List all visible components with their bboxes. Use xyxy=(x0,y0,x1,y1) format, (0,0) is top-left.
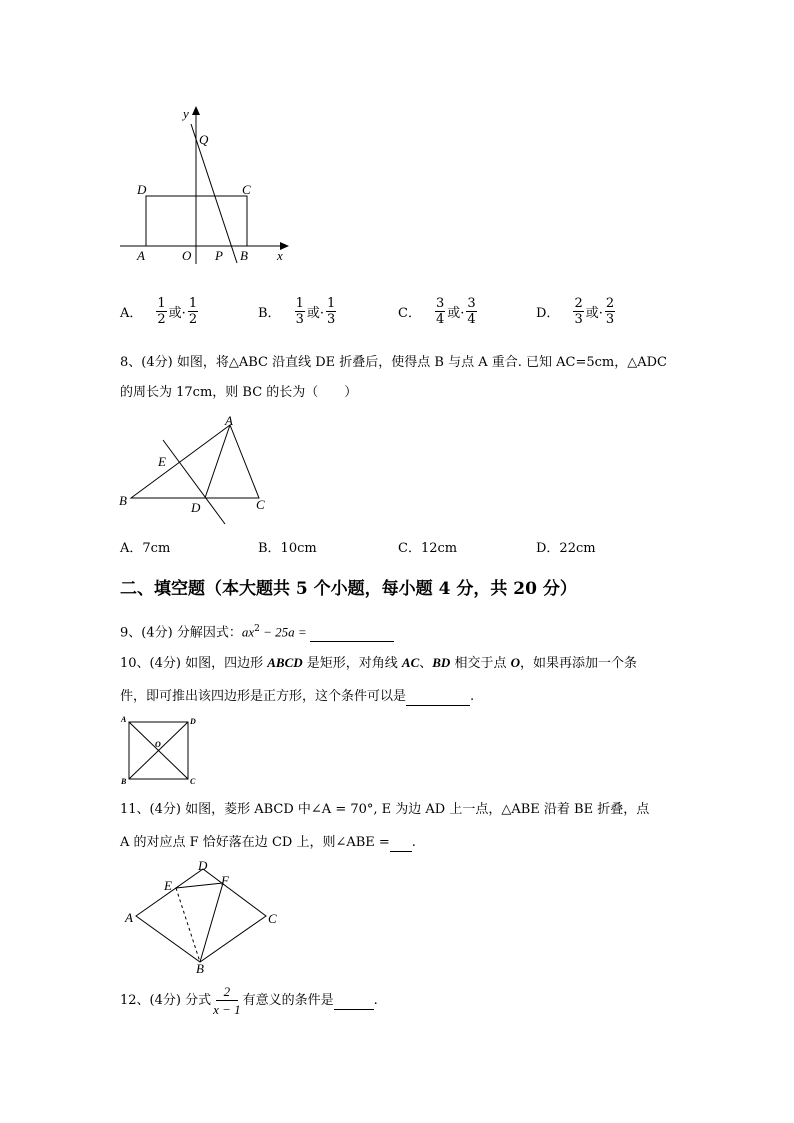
q9-expr-b: − 25a = xyxy=(259,624,310,640)
label-d: D xyxy=(198,858,208,873)
segment-fb xyxy=(200,883,223,962)
triangle-abc xyxy=(131,425,259,498)
line-pq xyxy=(191,124,237,263)
or-text: 或· xyxy=(447,306,465,321)
y-axis-arrow xyxy=(192,106,200,115)
q8-line-1: 8、(4分) 如图，将△ABC 沿直线 DE 折叠后，使得点 B 与点 A 重合. 已知 AC=5cm，△ADC xyxy=(120,355,667,370)
label-o: O xyxy=(155,740,161,749)
q12-line xyxy=(120,983,378,1018)
or-text: 或· xyxy=(585,306,603,321)
q10-ac: AC xyxy=(401,655,420,670)
coordinate-figure xyxy=(115,100,305,270)
q10-period: . xyxy=(470,689,475,704)
segment-ef xyxy=(176,883,223,888)
fraction: $\frac{2}{3}$ xyxy=(605,296,615,327)
label-b: B xyxy=(119,493,127,508)
q11-line-1: 11、(4分) 如图，菱形 ABCD 中∠A = 70°, E 为边 AD 上一点，△ABE 沿着 BE 折叠，点 xyxy=(120,802,650,817)
q7-option-d xyxy=(536,296,617,327)
fraction: $\frac{3}{4}$ xyxy=(467,296,476,327)
label-e: E xyxy=(158,454,166,469)
q10-line-1 xyxy=(120,654,637,673)
label-b: B xyxy=(240,248,248,263)
q12-period: . xyxy=(373,992,378,1008)
q8-option-c: C．12cm xyxy=(398,541,458,556)
section-heading: 二、填空题（本大题共 5 个小题，每小题 4 分，共 20 分） xyxy=(120,579,577,599)
q7-option-c xyxy=(398,296,479,327)
q10-text: 相交于点 xyxy=(450,656,511,671)
rectangle-diagonal-figure xyxy=(118,714,200,786)
label-d: D xyxy=(137,182,147,197)
option-label: B． xyxy=(258,306,281,321)
label-c: C xyxy=(190,777,196,786)
option-label: A． xyxy=(120,306,143,321)
q10-answer-blank[interactable] xyxy=(406,689,470,706)
q9-prefix: 9、(4分) 分解因式： xyxy=(120,625,242,641)
fraction: $\frac{3}{4}$ xyxy=(435,296,445,327)
q10-text: ，如果再添加一个条 xyxy=(519,656,637,671)
label-a: A xyxy=(137,248,145,263)
q8-option-d: D．22cm xyxy=(536,541,596,556)
label-a: A xyxy=(121,715,127,724)
or-text: 或· xyxy=(306,306,324,321)
label-c: C xyxy=(242,182,251,197)
or-text: 或· xyxy=(168,306,186,321)
q10-bd: BD xyxy=(432,655,451,670)
q12-suffix: 有意义的条件是 xyxy=(242,992,334,1008)
fraction: $\frac{1}{3}$ xyxy=(295,296,304,327)
option-label: D． xyxy=(536,306,560,321)
label-x: x xyxy=(277,248,283,263)
segment-eb xyxy=(176,888,200,962)
label-e: E xyxy=(164,878,172,893)
q7-option-b xyxy=(258,296,338,327)
label-y: y xyxy=(183,106,189,121)
q10-text: 、 xyxy=(419,656,433,671)
q12-fraction: $\frac{2}{x - 1}$ xyxy=(213,984,241,1017)
q10-abcd: ABCD xyxy=(267,655,303,670)
q7-option-a xyxy=(120,296,200,327)
q9-exponent: 2 xyxy=(254,624,260,634)
fraction: $\frac{2}{3}$ xyxy=(574,296,583,327)
segment-ad xyxy=(205,425,230,498)
label-b: B xyxy=(196,961,204,976)
q11-period: . xyxy=(411,835,416,850)
label-b: B xyxy=(121,777,127,786)
label-q: Q xyxy=(199,132,209,147)
fraction: $\frac{1}{2}$ xyxy=(188,296,198,327)
label-a: A xyxy=(225,413,233,428)
q12-prefix: 12、(4分) 分式 xyxy=(120,992,212,1008)
rhombus-abcd xyxy=(136,869,266,962)
q9-answer-blank[interactable] xyxy=(310,625,394,642)
label-p: P xyxy=(215,248,223,263)
q10-text: 10、(4分) 如图，四边形 xyxy=(120,656,268,671)
label-d: D xyxy=(191,500,201,515)
q11-text: A 的对应点 F 恰好落在边 CD 上，则∠ABE = xyxy=(120,835,390,850)
label-c: C xyxy=(268,911,277,926)
q10-text: 件，即可推出该四边形是正方形，这个条件可以是 xyxy=(120,689,407,704)
label-f: F xyxy=(221,873,229,888)
q10-o: O xyxy=(510,655,520,670)
q8-option-a: A．7cm xyxy=(120,541,171,556)
fraction: $\frac{1}{3}$ xyxy=(326,296,336,327)
triangle-fold-figure xyxy=(115,412,275,527)
q9-line xyxy=(120,620,394,642)
option-label: C． xyxy=(398,306,421,321)
q12-answer-blank[interactable] xyxy=(334,993,374,1010)
fraction: $\frac{1}{2}$ xyxy=(157,296,166,327)
q9-expr-a: ax xyxy=(241,624,255,640)
label-o: O xyxy=(182,248,192,263)
q11-line-2 xyxy=(120,834,416,852)
q10-text: 是矩形，对角线 xyxy=(302,656,402,671)
q8-line-2: 的周长为 17cm，则 BC 的长为（ ） xyxy=(120,385,358,400)
q10-line-2 xyxy=(120,688,474,706)
label-a: A xyxy=(125,910,133,925)
rhombus-fold-figure xyxy=(120,858,290,976)
q8-option-b: B．10cm xyxy=(258,541,317,556)
q11-answer-blank[interactable] xyxy=(390,835,412,852)
label-c: C xyxy=(256,497,265,512)
label-d: D xyxy=(190,717,196,726)
